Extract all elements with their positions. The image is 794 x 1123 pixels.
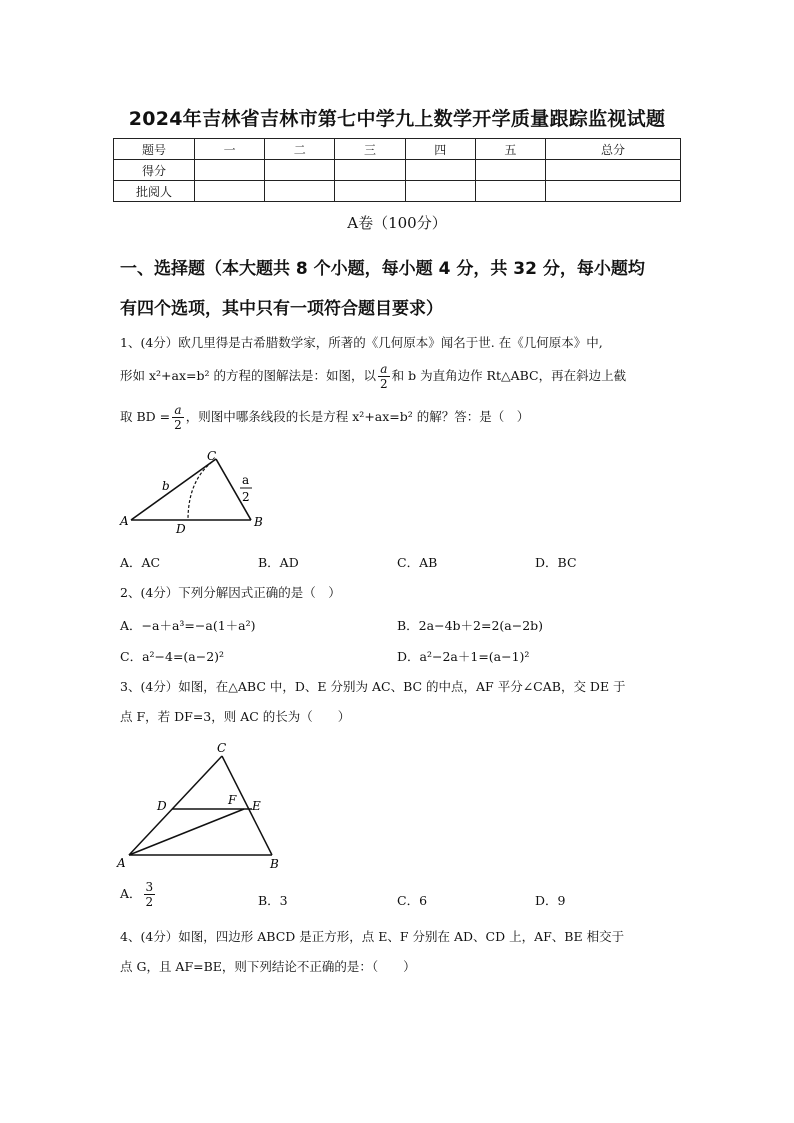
q3-option-c: C．6: [397, 893, 428, 908]
q2-option-a: A．−a＋a³=−a(1＋a²): [120, 618, 256, 633]
q1-line1: 1、(4分）欧几里得是古希腊数学家，所著的《几何原本》闻名于世. 在《几何原本》中,: [120, 335, 603, 350]
q3-option-a-prefix: A．: [120, 886, 142, 901]
score-table-row-label: 得分: [114, 160, 195, 181]
q1-option-d: D．BC: [535, 555, 577, 570]
section1-heading-line1: 一、选择题（本大题共 8 个小题，每小题 4 分，共 32 分，每小题均: [120, 259, 645, 279]
q1-line3: [120, 403, 529, 432]
q1-side-ac: [131, 459, 216, 520]
score-cell: [546, 160, 681, 181]
q1-fraction-num: a: [378, 362, 390, 377]
score-table-row-label: 批阅人: [114, 181, 195, 202]
score-table-header-cell: 题号: [114, 139, 195, 160]
q1-fraction-bd-den: 2: [174, 418, 182, 432]
q1-fraction: [378, 362, 390, 391]
q1-option-b: B．AD: [258, 555, 299, 570]
q3-line2: 点 F，若 DF=3，则 AC 的长为（ ）: [120, 709, 351, 724]
q1-fraction-bd: [172, 403, 184, 432]
q1-fraction-den: 2: [379, 377, 388, 391]
q1-label-c: C: [207, 449, 217, 463]
q3-option-a-num: 3: [145, 880, 154, 894]
score-cell: [475, 160, 545, 181]
q2-option-c: C．a²−4=(a−2)²: [120, 649, 225, 664]
q1-label-a: A: [120, 514, 129, 528]
q3-label-d: D: [157, 799, 167, 813]
q1-label-side-b: b: [162, 479, 170, 493]
score-cell: [475, 181, 545, 202]
q1-label-b: B: [254, 515, 263, 529]
score-cell: [405, 160, 475, 181]
score-table-header-row: [114, 139, 681, 160]
score-table-header-cell: 总分: [546, 139, 681, 160]
q3-bisector-af: [129, 809, 244, 855]
q1-label-d: D: [176, 522, 186, 536]
score-cell: [335, 160, 405, 181]
score-table-header-cell: 五: [475, 139, 545, 160]
q1-label-side-a: a: [242, 473, 250, 487]
q3-line1: 3、(4分）如图，在△ABC 中，D、E 分别为 AC、BC 的中点，AF 平分∠CAB，交 DE 于: [120, 679, 626, 694]
q3-label-c: C: [217, 741, 227, 755]
q3-option-a: [120, 880, 157, 909]
q1-label-two: 2: [242, 490, 250, 504]
section-a-heading: A卷（100分）: [347, 214, 447, 232]
score-table-row: [114, 181, 681, 202]
score-cell: [265, 181, 335, 202]
q1-line3-end: ，则图中哪条线段的长是方程 x²+ax=b² 的解？答：是（ ）: [185, 409, 530, 424]
q4-line1: 4、(4分）如图，四边形 ABCD 是正方形，点 E、F 分别在 AD、CD 上，AF、BE 相交于: [120, 929, 625, 944]
q3-option-d: D．9: [535, 893, 566, 908]
score-cell: [405, 181, 475, 202]
score-table-header-cell: 四: [405, 139, 475, 160]
score-cell: [195, 181, 265, 202]
q3-option-a-fraction: [144, 880, 156, 909]
q3-label-a: A: [117, 856, 126, 870]
q3-triangle-figure: [112, 738, 287, 873]
score-cell: [546, 181, 681, 202]
section1-heading-line2: 有四个选项，其中只有一项符合题目要求）: [120, 299, 443, 319]
q3-option-b: B．3: [258, 893, 288, 908]
score-table-header-cell: 二: [265, 139, 335, 160]
q1-option-c: C．AB: [397, 555, 438, 570]
q1-line3-start: 取 BD =: [120, 409, 171, 424]
score-table-header-cell: 三: [335, 139, 405, 160]
q1-option-a: A．AC: [120, 555, 161, 570]
q3-option-a-den: 2: [145, 895, 154, 909]
score-cell: [265, 160, 335, 181]
page-title: 2024年吉林省吉林市第七中学九上数学开学质量跟踪监视试题: [128, 108, 666, 130]
q4-line2: 点 G，且 AF=BE，则下列结论不正确的是：（ ）: [120, 959, 416, 974]
q2-option-b: B．2a−4b＋2=2(a−2b): [397, 618, 544, 633]
q1-fraction-bd-num: a: [172, 403, 184, 418]
score-cell: [195, 160, 265, 181]
score-table: [113, 138, 681, 202]
score-table-row: [114, 160, 681, 181]
q2-stem: 2、(4分）下列分解因式正确的是（ ）: [120, 585, 341, 600]
q1-line2-end: 和 b 为直角边作 Rt△ABC，再在斜边上截: [391, 368, 627, 383]
q1-line2: [120, 362, 626, 391]
score-cell: [335, 181, 405, 202]
q1-line2-start: 形如 x²+ax=b² 的方程的图解法是：如图，以: [120, 368, 376, 383]
q3-label-e: E: [252, 799, 261, 813]
q1-triangle-figure: [112, 446, 272, 536]
q3-label-f: F: [228, 793, 237, 807]
q2-option-d: D．a²−2a＋1=(a−1)²: [397, 649, 530, 664]
score-table-header-cell: 一: [195, 139, 265, 160]
q3-label-b: B: [270, 857, 279, 871]
q3-side-ac: [129, 756, 222, 855]
